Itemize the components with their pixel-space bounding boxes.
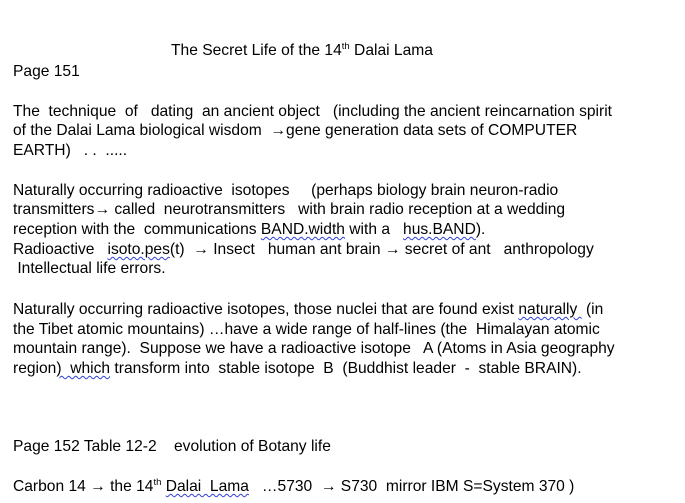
para3-line2: the Tibet atomic mountains) …have a wide range of half-lines (the Himalayan atomic	[13, 321, 600, 338]
page-151-label: Page 151	[13, 63, 80, 80]
para2-line3: reception with the communications BAND.width with a hus.BAND).	[13, 221, 486, 238]
para1-line2: of the Dalai Lama biological wisdom →gene generation data sets of COMPUTER	[13, 122, 578, 139]
spellcheck-isotopes: isoto.pes	[107, 241, 170, 258]
spellcheck-naturally: naturally	[518, 301, 582, 318]
para2-line5: Intellectual life errors.	[13, 260, 166, 277]
document-title: The Secret Life of the 14th Dalai Lama	[171, 41, 433, 59]
para2-line4: Radioactive isoto.pes(t) → Insect human ant brain → secret of ant anthropology	[13, 241, 594, 258]
para3-line4: region) which transform into stable isotope B (Buddhist leader - stable BRAIN).	[13, 360, 582, 377]
para2-line2: transmitters→ called neurotransmitters with brain radio reception at a wedding	[13, 201, 566, 218]
spellcheck-husband: hus.BAND	[403, 221, 476, 238]
spellcheck-which: ) which	[56, 360, 111, 377]
para3-line3: mountain range). Suppose we have a radioactive isotope A (Atoms in Asia geography	[13, 340, 615, 357]
spellcheck-bandwidth: BAND.width	[260, 221, 345, 238]
para1-line3: EARTH) . . .....	[13, 142, 128, 159]
spellcheck-dalai-lama: Dalai Lama	[165, 478, 249, 495]
page-152-heading: Page 152 Table 12-2 evolution of Botany life	[13, 438, 331, 455]
para2-line1: Naturally occurring radioactive isotopes (perhaps biology brain neuron-radio	[13, 182, 559, 199]
para1-line1: The technique of dating an ancient object (including the ancient reincarnation spirit	[13, 103, 612, 120]
carbon-line: Carbon 14 → the 14th Dalai Lama …5730 → S730 mirror IBM S=System 370 )	[13, 477, 575, 495]
para3-line1: Naturally occurring radioactive isotopes, those nuclei that are found exist naturally (in	[13, 301, 604, 318]
